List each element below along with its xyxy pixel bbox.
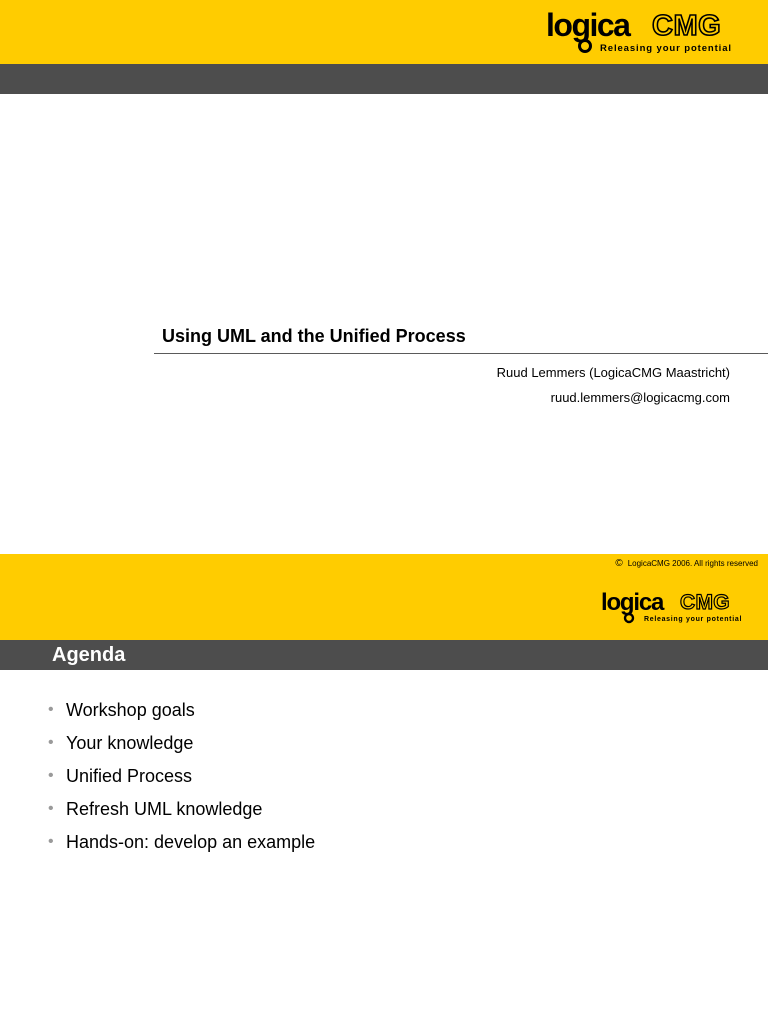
svg-text:Releasing your potential: Releasing your potential (600, 43, 732, 54)
copyright-notice (615, 558, 758, 569)
agenda-list (48, 700, 315, 865)
author-email: ruud.lemmers@logicacmg.com (550, 390, 730, 405)
agenda-item (48, 700, 315, 733)
logicacmg-logo (542, 6, 748, 58)
agenda-item-label: Workshop goals (66, 700, 195, 720)
agenda-item-label: Refresh UML knowledge (66, 799, 263, 819)
logicacmg-logo (598, 588, 748, 628)
bullet-icon: • (48, 701, 54, 718)
bullet-icon: • (48, 800, 54, 817)
svg-text:logica: logica (601, 589, 664, 616)
svg-text:logica: logica (546, 7, 630, 43)
copyright-symbol: © (615, 558, 623, 569)
svg-text:CMG: CMG (652, 10, 722, 42)
bullet-icon: • (48, 767, 54, 784)
agenda-item (48, 832, 315, 865)
svg-text:Releasing your potential: Releasing your potential (644, 616, 743, 623)
bullet-icon: • (48, 833, 54, 850)
agenda-item (48, 766, 315, 799)
agenda-item-label: Hands-on: develop an example (66, 832, 316, 852)
author-line: Ruud Lemmers (LogicaCMG Maastricht) (496, 365, 730, 380)
agenda-item-label: Your knowledge (66, 733, 194, 753)
title-divider (154, 353, 768, 354)
agenda-item-label: Unified Process (66, 766, 193, 786)
agenda-item (48, 799, 315, 832)
svg-text:CMG: CMG (680, 591, 730, 614)
bullet-icon: • (48, 734, 54, 751)
copyright-text: LogicaCMG 2006. All rights reserved (627, 559, 758, 568)
agenda-item (48, 733, 315, 766)
header-gray-band (0, 64, 768, 94)
agenda-heading: Agenda (52, 644, 126, 666)
presentation-title: Using UML and the Unified Process (162, 326, 466, 346)
